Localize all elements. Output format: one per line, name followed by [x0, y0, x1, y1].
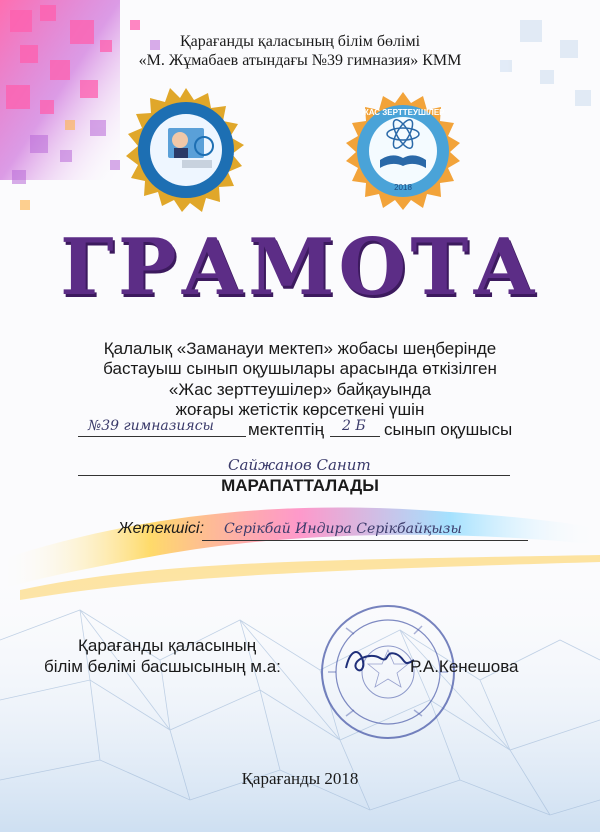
emblem-year: 2018	[394, 183, 412, 192]
awarded-label: МАРАПАТТАЛАДЫ	[221, 476, 379, 495]
body-line-3: «Жас зерттеушілер» байқауында	[168, 380, 432, 399]
body-line-2: бастауыш сынып оқушылары арасында өткізілген	[103, 359, 497, 378]
supervisor-name-handwritten: Серікбай Индира Серікбайқызы	[224, 521, 462, 537]
header-line-2: «М. Жұмабаев атындағы №39 гимназия» КММ	[138, 52, 462, 69]
signatory-name: Р.А.Кенешова	[410, 657, 519, 676]
body-line-4: жоғары жетістік көрсеткені үшін	[175, 400, 425, 419]
school-label: мектептің	[248, 420, 324, 439]
handwritten-signature	[340, 640, 420, 680]
certificate-title: ГРАМОТА	[60, 222, 540, 313]
footer-place-year: Қарағанды 2018	[241, 769, 359, 788]
emblem-ring-text: ЖАС ЗЕРТТЕУШІЛЕР	[361, 108, 445, 117]
young-researchers-emblem	[344, 92, 462, 210]
header-line-1: Қарағанды қаласының білім бөлімі	[179, 33, 421, 50]
gymnasium-emblem	[124, 88, 248, 212]
class-handwritten: 2 Б	[342, 418, 366, 434]
body-line-1: Қалалық «Заманауи мектеп» жобасы шеңберінде	[103, 339, 497, 358]
signature-line-2: білім бөлімі басшысының м.а:	[44, 657, 281, 676]
class-label: сынып оқушысы	[384, 420, 513, 439]
signature-line-1: Қарағанды қаласының	[78, 636, 257, 655]
student-name-handwritten: Сайжанов Санит	[228, 456, 371, 474]
school-handwritten: №39 гимназиясы	[88, 418, 214, 434]
supervisor-label: Жетекшісі:	[118, 520, 205, 537]
